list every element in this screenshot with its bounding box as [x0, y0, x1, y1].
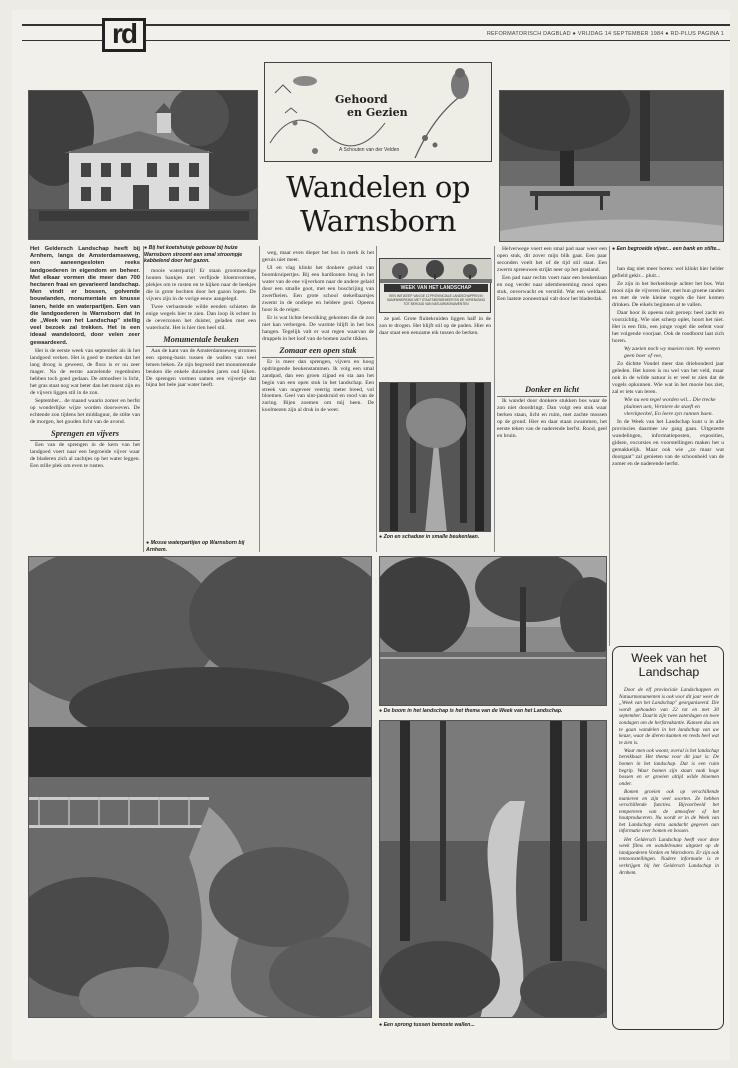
trees-landscape-icon — [380, 259, 492, 283]
feature-title — [335, 93, 408, 119]
verse-1: Wy zaeien noch wy maeien niet. Wy weeten geen boer of vee, — [624, 346, 720, 360]
col5-paragraph-2: Ik wandel door donkere stukken bos waar de zon niet doordringt. Dan volgt een stuk waar berken staan, licht en ruim, met zachte mossen op de grond. Hier en daar staan zwammen, het eerste teken van de naderende herfst. Rood, geel en bruin. — [497, 398, 607, 439]
caption-shade: ● Zon en schaduw in smalle beukenlaan. — [379, 534, 480, 540]
photo-beech-lane — [379, 382, 491, 532]
sidebar-body — [619, 687, 719, 878]
subhead-donker: Donker en licht — [497, 385, 607, 397]
col3-paragraph-1: weg, maar even dieper het bos in merk ik het geruis niet meer. — [262, 250, 374, 263]
column-5 — [497, 246, 607, 376]
col6-paragraph-1: han dag niet meer horen: wel klinkt hier helder gefield gekir... pluit... — [612, 266, 724, 279]
feature-title-line1: Gehoord — [335, 93, 388, 106]
col6-paragraph-5: In de Week van het Landschap kunt u in alle provincies daarmee uw gang gaan. Uitgezette wandelingen, informatieposten, exposities, gidsen, excursies en voorstellingen maken het u gemakkelijk. Maar ook wie „zo maar wat doorgaat" zal genieten van de schoonheid van de zomer en de naderende herfst. — [612, 419, 724, 467]
beech-lane-image — [380, 383, 491, 532]
column-rule — [259, 246, 260, 552]
col4-paragraph-1: ze pad. Grote fluitekruiden liggen half in de zon te drogen. Het blijft stil op de paden. Hier en daar staat een eenzame eik tussen de berken. — [379, 316, 491, 336]
landscape-tree-image — [380, 557, 607, 706]
column-rule — [494, 246, 495, 552]
feature-title-line2: en Gezien — [347, 106, 408, 119]
caption-house: ● Bij het koetshuisje gebouw bij huize Warnsborn stroomt een smal stroompje kabbelend door het gazon. — [144, 245, 243, 265]
stream-image — [380, 721, 607, 1018]
column-rule — [143, 246, 144, 552]
caption-stream: ● Een sprong tussen bemoste wallen... — [379, 1022, 475, 1028]
verse-2: Wie nu een tegel worden wil... Die trecke pluimen aen, Verniere de staeft en vlerckpeckel, En leere zyn runnen baen. — [624, 397, 716, 418]
badge-subtitle: EEN INITIATIEF VAN DE 12 PROVINCIALE LANDSCHAPPEN IN SAMENWERKING MET STAATSBOSBEHEER EN DE VERENIGING TOT BEHOUD VAN NATUURMONUMENTEN — [386, 294, 486, 306]
col3-paragraph-2: Ul en vlag klinkt het donkere geluid van boomkruipertjes. Bij een hardlouten brug in het water van de ene vijverkom naar de andere gelaid door een smalle goot, met een boschrijing van zwerfkeien. Een grote school stekelbaarsjes zwemt in de ondiepe en heldere geul. Opeens hoor ik de reiger. — [262, 265, 374, 313]
col3-paragraph-3: Er is wat lichte bewolking gekomen die de zon niet kan verbergen. De warmte blijft in het bos hangen. Tegelijk valt er wat regen waarvan de druppels in het loof van de bomen zacht tikken. — [262, 314, 374, 342]
rd-logo: rd — [102, 18, 146, 52]
column-1 — [30, 246, 140, 558]
caption-moss: ● Mosse waterpartijen op Warnsborn bij Arnhem. — [146, 540, 245, 553]
sidebar-title-line2: Landschap — [638, 665, 700, 679]
sidebar-paragraph-4: Het Geldersch Landschap heeft voor deze week films en wandelroutes uitgezet op de landgoederen Vorden en Warnsborn. Er zijn ook tentoonstellingen. Nadere informatie is te verkrijgen bij het Geldersch Landschap in Arnhem. — [619, 836, 719, 876]
gehoord-en-gezien-box — [264, 62, 492, 162]
sidebar-week-van-het-landschap — [612, 646, 724, 1030]
photo-park-bench — [499, 90, 724, 242]
caption-landscape: ● De boom in het landschap is het thema van de Week van het Landschap. — [379, 708, 563, 714]
headline-line2: Warnsborn — [299, 204, 457, 238]
badge-title: WEEK VAN HET LANDSCHAP — [384, 284, 488, 292]
park-bench-image — [500, 91, 724, 242]
estate-house-image — [29, 91, 258, 240]
col2-paragraph-2: Twee verbastende wilde eenden schieten de enige wegels hier te zien. Dan loop ik echter in de oeverzonen het duister, geladen met een waterlucht. Het is hier tien heel stil. — [146, 303, 256, 331]
col2-paragraph-3: Aan de kant van de Amsterdamseweg stromen een spreng-basis tussen de wallen van veel lemen beken. Ze zijn begroeid met monumentale beuken die enkele duizenden jaren oud lijken. De sprengen vormen samen een vijvertje dat bijna het hele jaar water heeft. — [146, 347, 256, 389]
headline-line1: Wandelen op — [286, 170, 470, 204]
col4-paragraph-2: Helverwege voert een smal pad naar weer een open stuk, dit zover mijn blik gaat. Een paar seconden voelt het of de tijd stil staat. Een zwerm spreeuwen strijkt neer op het grasland. — [497, 246, 607, 273]
photo-estate-house — [28, 90, 258, 240]
subhead-sprengen: Sprengen en vijvers — [30, 429, 140, 441]
col6-paragraph-3: Daar hoor ik opeens nuit geroep: heel zacht en voorzichtig. Wie niet scherp oplet, hoort het niet. Het is een fitis, een jonge vogel die oefent voor het volgende voorjaar. Ook de roodborst laat zich horen. — [612, 310, 724, 344]
sidebar-paragraph-3: Bomen groeien ook op verschillende manieren en zijn veel soorten. Ze hebben verschillende functies. Bijvoorbeeld het tempereren van de atmosfeer of het houtproduceren. Nu wordt er in de Week van het Landschap extra aandacht gegeven aan informatie over bomen en bossen. — [619, 788, 719, 835]
sidebar-paragraph-2: Waar men ook woont, overal is het landschap bereikbaar. Het thema voor dit jaar is: De bomen in het landschap. Dat is een ruim begrip. Waar bomen zijn staan vaak hoge bossen en er groeien altijd wilde bloemen onder. — [619, 747, 719, 787]
col5-paragraph-1: Een pad naar rechts voert naar een beukenlaan en nog verder naar adembeneming mooi open stuk, onverwacht en verstild. Wat een weldaad. Een laatste zonnestraal valt door het bladerdak. — [497, 275, 607, 302]
masthead-info: REFORMATORISCH DAGBLAD ● VRIJDAG 14 SEPTEMBER 1984 ● RD-PLUS PAGINA 1 — [486, 31, 724, 37]
col1-paragraph-2: September... de maand waarin zomer en herfst op wonderlijke wijze worden doorweven. De echtende zon tijdens het middaguur, de stilte van de morgen, het gouden licht van de avond. — [30, 397, 140, 425]
photo-moss-forest — [28, 556, 372, 1018]
subhead-open-stuk: Zomaar een open stuk — [262, 346, 374, 358]
col1-paragraph-3: Een van de sprengen in de kern van het landgoed voert naar een begroeide vijver waar de bladeren zich al zachtjes op het water leggen. Een stille plek om even te rusten. — [30, 441, 140, 469]
sidebar-title-line1: Week van het — [631, 651, 707, 665]
column-3 — [262, 250, 374, 550]
article-headline — [268, 170, 488, 238]
moss-forest-image — [29, 557, 372, 1018]
column-rule — [376, 246, 377, 552]
caption-viper: ● Een begroeide vijver... een bank en stilte... — [612, 246, 721, 252]
lead-paragraph: Het Geldersch Landschap heeft bij Arnhem, langs de Amsterdamseweg, een aaneengesloten reeks landgoederen in eigendom en beheer. Met elkaar vormen die meer dan 700 hectaren fraai en gevarieerd landschap. Men vindt er bossen, golvende bouwlanden, monumentale en knusse lanen, heide en waterpartijen. Een van die landgoederen is Warnsborn dat in de „Week van het Landschap" stellig veel bezoek zal trekken. Het is een ideaal wandeloord, door velen zeer gewaardeerd. — [30, 246, 140, 346]
col6-paragraph-2: Ze zijn in het berkenbosje achter het bos. Wat mooi zijn de vijveren hier, met hun groene randen en met de vele kleine vogels die hier komen drinken. De eikels beginnen al te vallen. — [612, 281, 724, 308]
sidebar-paragraph-1: Door de elf provinciale Landschappen en Natuurmonumenten is ook voor dit jaar weer de „Week van het Landschap" georganiseerd. Die wordt gehouden van 22 tot en met 30 september. Daarin zijn twee zaterdagen en twee zondagen om de herfstvakantie. Kansen dus om te gaan wandelen in het landschap van uw keuze, waar de dieren kunnen en reeds heel wat te zien is. — [619, 687, 719, 746]
photo-landscape-tree — [379, 556, 607, 706]
week-van-het-landschap-badge — [379, 258, 491, 313]
col3-paragraph-4: Er is meer dan sprengen, vijvers en hoog opdringende beukenstammen. Ik volg een smal zandpad, dan een groen zijpad en sta aan het begin van een open stuk in het landschap. Een streek van ongeveer veertig meter breed, vol bloemen. Geel van sint-janskruid en rood van de zuring. Bijen zoemen om mij heen. De koolmezen zijn al druk in de weer. — [262, 358, 374, 414]
column-4 — [379, 316, 491, 376]
photo-stream — [379, 720, 607, 1018]
col6-paragraph-4: Zo dichtte Vondel meer dan driehonderd jaar geleden. Het koren is nu wel van het veld, maar ook in de wilde natuur is er veel te zien dat de vogels opkunnen. Wie wat in het mooie bos ziet, zal er iets van leren. — [612, 361, 724, 395]
col2-paragraph-1: mooie waterpartij! Er staan grootmoedige houten bankjes met verfijnde bloemvormen, plekjes om te rusten en te kijken naar de beekjes die in grote bochten door het gazon lopen. De vijvers zijn in de vorige eeuw aangelegd. — [146, 268, 256, 302]
newspaper-page — [12, 10, 730, 1060]
column-rule — [609, 246, 610, 646]
sidebar-title — [617, 651, 721, 679]
column-6 — [612, 266, 724, 642]
subhead-beuken: Monumentale beuken — [146, 335, 256, 347]
column-5b — [497, 382, 607, 550]
column-2 — [146, 268, 256, 536]
col1-paragraph-1: Het is de eerste week van september als ik het landgoed verken. Het is goed te merken dat het lang droog is geweest, de flora is er nu zeer mager. Na de eerste aarzelende regenbuien hebben toch goed gedaan. De atmosfeer is licht, het gras staat nog wat beter dan het moest zijn en de vijvers liggen stil in de zon. — [30, 348, 140, 396]
feature-author: A Schouten van der Velden — [339, 147, 400, 153]
